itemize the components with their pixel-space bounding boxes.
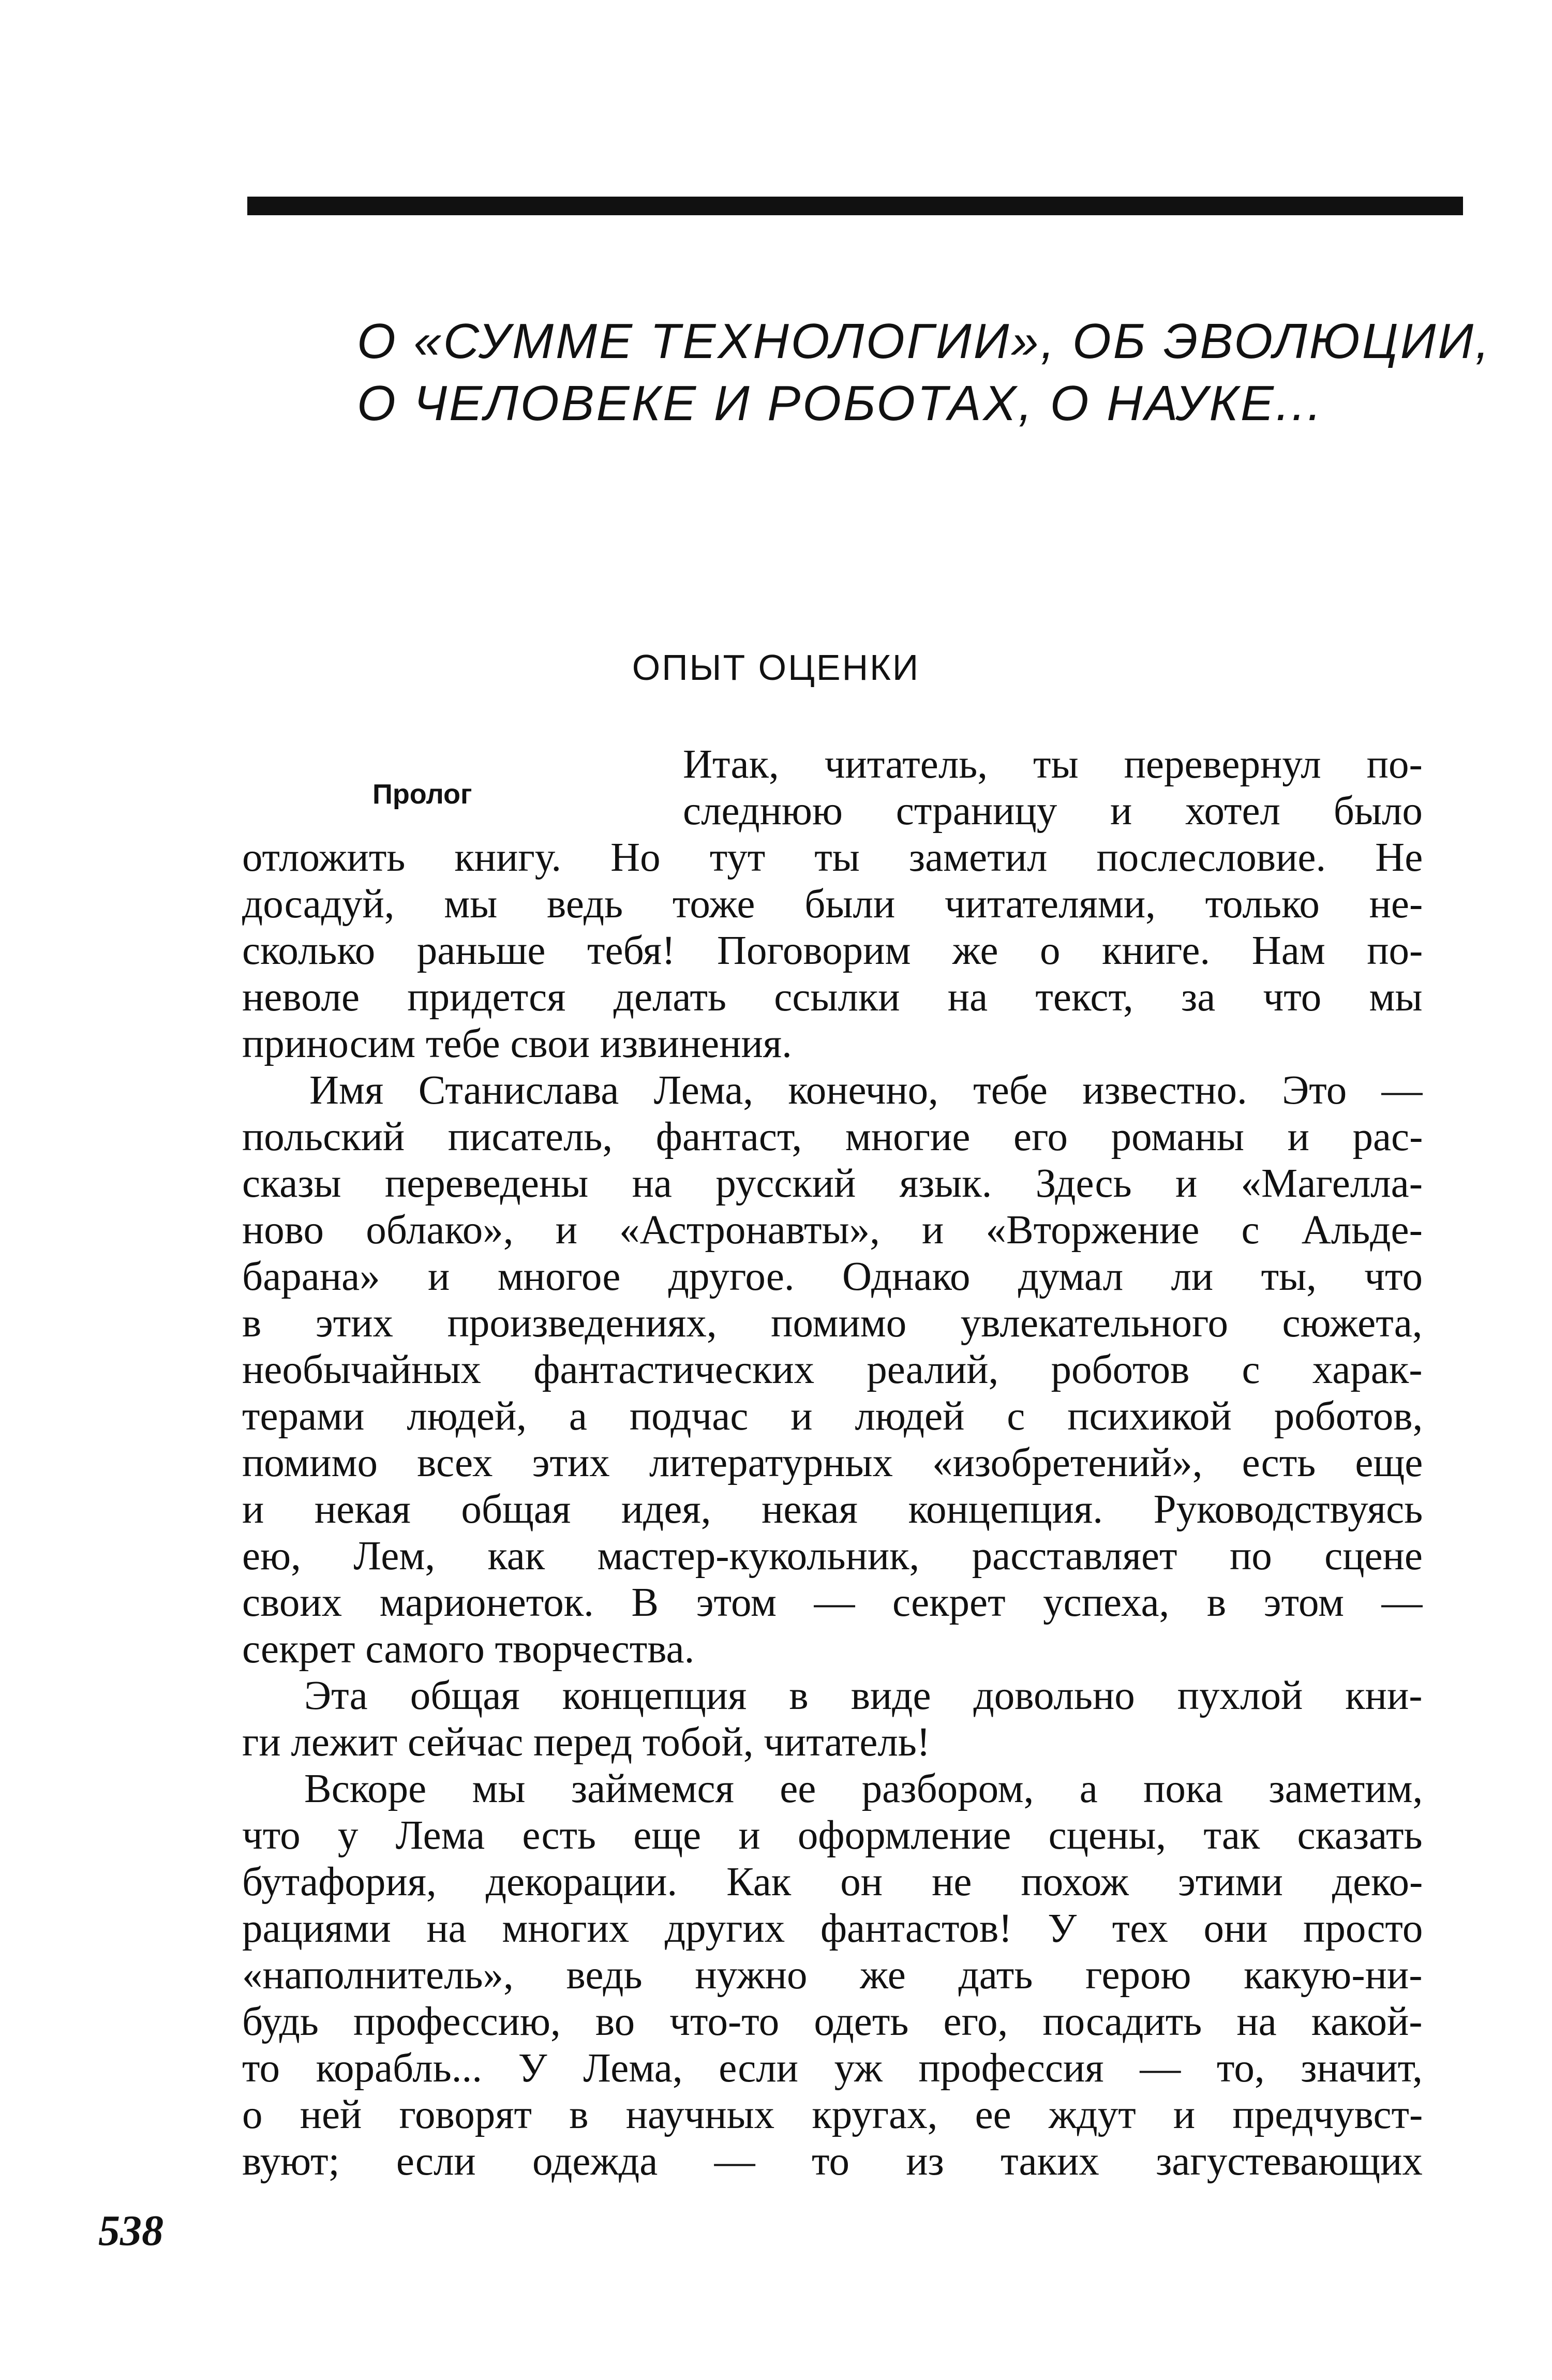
body-line: отложить книгу. Но тут ты заметил послесловие. Не	[242, 835, 1423, 880]
body-line: «наполнитель», ведь нужно же дать герою какую-ни-	[242, 1953, 1423, 1998]
chapter-title-line-2: О ЧЕЛОВЕКЕ И РОБОТАХ, О НАУКЕ...	[357, 376, 1323, 431]
body-line: о ней говорят в научных кругах, ее ждут и предчувст-	[242, 2092, 1423, 2137]
body-line: Вскоре мы займемся ее разбором, а пока заметим,	[304, 1766, 1423, 1811]
side-label: Пролог	[372, 779, 472, 810]
body-line: ново облако», и «Астронавты», и «Вторжение с Альде-	[242, 1208, 1423, 1253]
body-line: терами людей, а подчас и людей с психикой роботов,	[242, 1394, 1423, 1439]
body-line: бутафория, декорации. Как он не похож этими деко-	[242, 1860, 1423, 1905]
body-line: будь профессию, во что-то одеть его, посадить на какой-	[242, 1999, 1423, 2044]
body-line: и некая общая идея, некая концепция. Руководствуясь	[242, 1487, 1423, 1532]
body-line: помимо всех этих литературных «изобретений», есть еще	[242, 1440, 1423, 1485]
body-line: то корабль... У Лема, если уж профессия — то, значит,	[242, 2046, 1423, 2091]
body-line: рациями на многих других фантастов! У тех они просто	[242, 1906, 1423, 1951]
body-line: необычайных фантастических реалий, роботов с харак-	[242, 1347, 1423, 1392]
body-line: досадуй, мы ведь тоже были читателями, только не-	[242, 882, 1423, 927]
body-line: неволе придется делать ссылки на текст, за что мы	[242, 975, 1423, 1020]
body-line: сколько раньше тебя! Поговорим же о книге. Нам по-	[242, 928, 1423, 973]
header-rule	[247, 197, 1463, 215]
page-number: 538	[98, 2207, 163, 2255]
body-line: вуют; если одежда — то из таких загустевающих	[242, 2139, 1423, 2184]
body-line: Эта общая концепция в виде довольно пухлой кни-	[304, 1673, 1423, 1718]
body-line: Итак, читатель, ты перевернул по-	[683, 742, 1423, 787]
section-title: ОПЫТ ОЦЕНКИ	[632, 647, 920, 688]
body-line: приносим тебе свои извинения.	[242, 1021, 792, 1066]
body-line: в этих произведениях, помимо увлекательного сюжета,	[242, 1301, 1423, 1346]
chapter-title-line-1: О «СУММЕ ТЕХНОЛОГИИ», ОБ ЭВОЛЮЦИИ,	[357, 314, 1491, 369]
chapter-title	[357, 310, 1491, 435]
body-line: польский писатель, фантаст, многие его романы и рас-	[242, 1114, 1423, 1159]
body-line: ги лежит сейчас перед тобой, читатель!	[242, 1720, 931, 1765]
body-line: Имя Станислава Лема, конечно, тебе известно. Это —	[309, 1068, 1423, 1113]
body-line: ею, Лем, как мастер-кукольник, расставляет по сцене	[242, 1534, 1423, 1579]
body-line: секрет самого творчества.	[242, 1627, 695, 1672]
body-line: следнюю страницу и хотел было	[683, 789, 1423, 834]
body-line: своих марионеток. В этом — секрет успеха, в этом —	[242, 1580, 1423, 1625]
body-line: сказы переведены на русский язык. Здесь и «Магелла-	[242, 1161, 1423, 1206]
body-line: барана» и многое другое. Однако думал ли ты, что	[242, 1254, 1423, 1299]
body-line: что у Лема есть еще и оформление сцены, так сказать	[242, 1813, 1423, 1858]
